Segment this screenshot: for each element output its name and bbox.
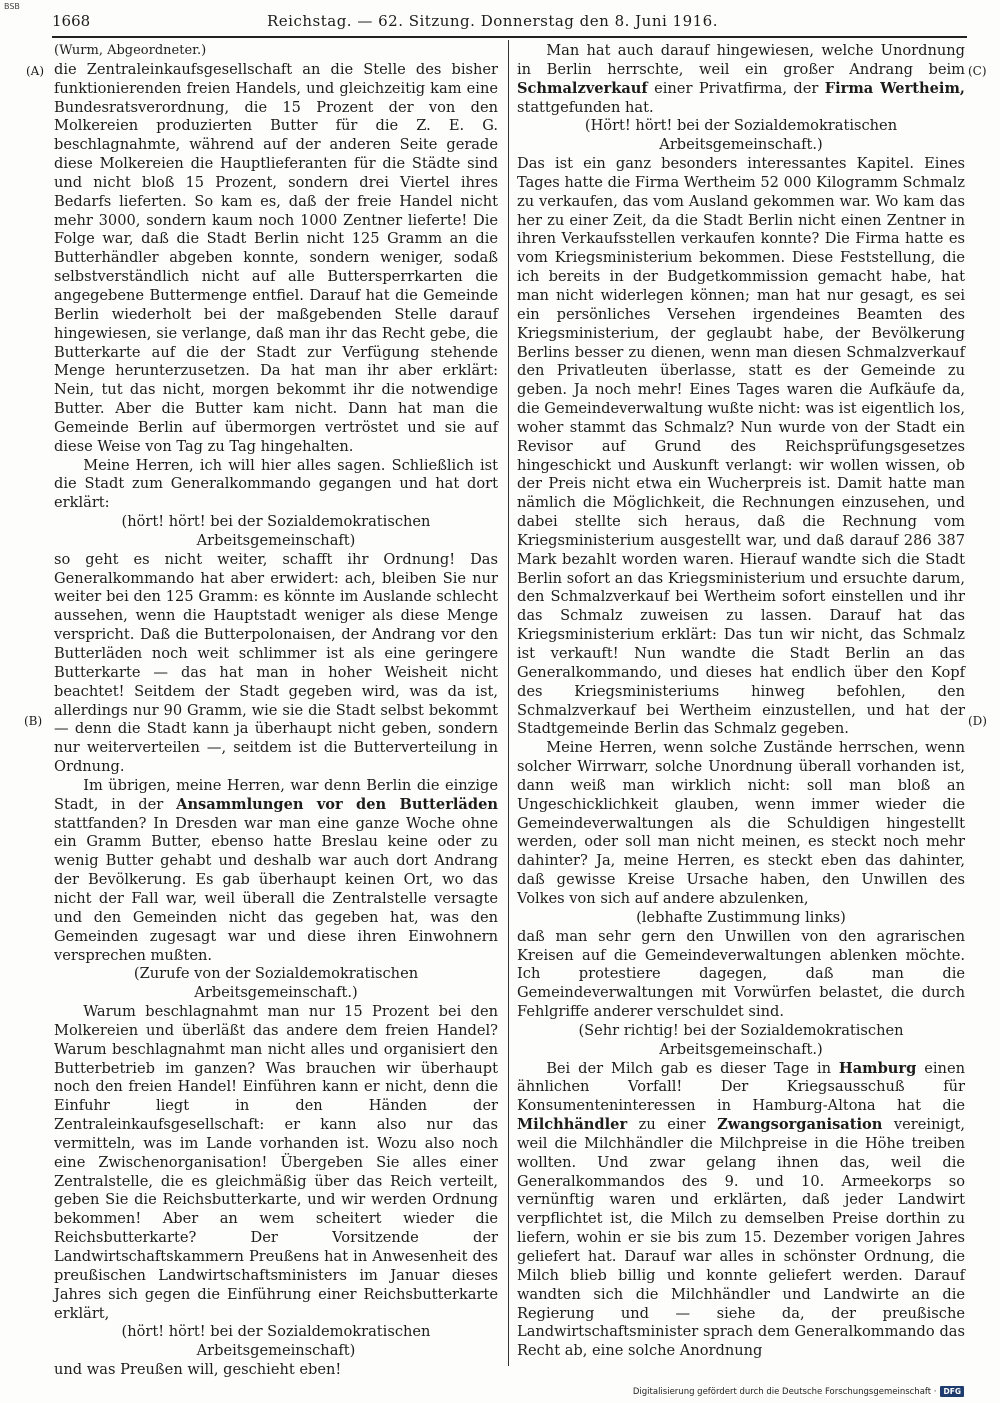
emphasis: Zwangsorganisation	[717, 1116, 883, 1134]
interjection: (Zurufe von der Sozialdemokratischen Arbeitsgemeinschaft.)	[133, 965, 419, 1002]
emphasis: Hamburg	[838, 1059, 917, 1077]
library-mark: BSB	[4, 2, 20, 11]
paragraph: Das ist ein ganz besonders interessantes Kapitel. Eines Tages hatte die Firma Wertheim 52 000 Kilogramm Schmalz zu verkaufen, das vom Ausland gekommen war. Wo kam das her zu einer Zeit, da die Stadt Berlin nicht einen Zentner in ihren Verkaufsstellen verkaufen konnte? Die Firma hatte es vom Kriegsministerium bekommen. Diese Feststellung, die ich bereits in der Budgetkommission gemacht habe, hat man nicht widerlegen können; man hat nur gesagt, es sei ein persönliches Versehen irgendeines Beamten des Kriegsministerium, der geglaubt habe, der Bevölkerung Berlins besser zu dienen, wenn man diesen Schmalzverkauf den Privatleuten überlasse, statt es der Gemeinde zu geben. Ja noch mehr! Eines Tages waren die Aufkäufe da, die Gemeindeverwaltung wußte nicht: was ist eigentlich los, woher stammt das Schmalz? Nun wurde von der Stadt ein Revisor auf Grund des Reichsprüfungsgesetzes hingeschickt und Auskunft verlangt: wir wollen wissen, ob der Preis nicht etwa ein Wucherpreis ist. Damit hatte man nämlich die Möglichkeit, die Rechnungen einzusehen, und dabei stellte sich heraus, daß die Rechnung vom Kriegsministerium ausgestellt war, und daß darauf 286 387 Mark bezahlt worden waren. Hierauf wandte sich die Stadt Berlin sofort an das Kriegsministerium und ersuchte darum, den Schmalzverkauf bei Wertheim sofort einstellen und ihr das Schmalz zuweisen zu lassen. Darauf hat das Kriegsministerium erklärt: Das tun wir nicht, das Schmalz ist verkauft! Nun wandte die Stadt Berlin an das Generalkommando, und dieses hat endlich über den Kopf des Kriegsministeriums hinweg befohlen, den Schmalzverkauf bei Wertheim einzustellen, und hat der Stadtgemeinde Berlin das Schmalz gegeben.	[517, 155, 965, 738]
column-divider	[508, 40, 509, 1366]
text: Bei der Milch gab es dieser Tage in	[546, 1059, 839, 1077]
page-header	[52, 12, 967, 36]
text: vereinigt, weil die Milchhändler die Milchpreise in die Höhe treiben wollten. Und zwar gelang ihnen das, weil die Generalkommandos des 9. und 10. Armeekorps so vernünftig waren und erklärten, daß jeder Landwirt verpflichtet ist, die Milch zu demselben Preise dorthin zu liefern, wohin er sie bis zum 15. Dezember vorigen Jahres geliefert hat. Darauf war alles in schönster Ordnung, die Milch blieb billig und konnte geliefert werden. Darauf wandten sich die Milchhändler und Landwirte an die Regierung und — siehe da, der preußische Landwirtschaftsminister sprach dem Generalkommando das Recht ab, eine solche Anordnung	[517, 1116, 965, 1360]
page-number: 1668	[52, 12, 91, 30]
interjection: (hört! hört! bei der Sozialdemokratischen Arbeitsgemeinschaft)	[121, 1323, 431, 1360]
funding-note: Digitalisierung gefördert durch die Deutsche Forschungsgemeinschaft ·	[632, 1386, 937, 1397]
interjection: (lebhafte Zustimmung links)	[636, 908, 846, 926]
paragraph: und was Preußen will, geschieht eben!	[54, 1361, 342, 1379]
margin-marker-c: (C)	[968, 64, 987, 78]
paragraph: Meine Herren, ich will hier alles sagen. Schließlich ist die Stadt zum Generalkommando gegangen und hat dort erklärt:	[54, 456, 498, 512]
interjection: (Sehr richtig! bei der Sozialdemokratischen Arbeitsgemeinschaft.)	[578, 1021, 904, 1058]
text: zu einer	[627, 1116, 718, 1134]
dfg-logo-icon: DFG	[940, 1386, 964, 1397]
paragraph	[517, 42, 965, 117]
text: einer Privatfirma, der	[647, 79, 825, 97]
paragraph: Meine Herren, wenn solche Zustände herrschen, wenn solcher Wirrwarr, solche Unordnung überall vorhanden ist, dann weiß man wirklich nicht: soll man bloß an Ungeschicklichkeit glauben, wenn immer wieder die Gemeindeverwaltungen als die Schuldigen hingestellt werden, oder soll man nicht meinen, es steckt noch mehr dahinter? Ja, meine Herren, es steckt eben das dahinter, daß gewisse Kreise Ursache haben, den Unwillen des Volkes von sich auf andere abzulenken,	[517, 739, 965, 907]
paragraph: daß man sehr gern den Unwillen von den agrarischen Kreisen auf die Gemeindeverwaltungen ablenken möchte. Ich protestiere dagegen, daß man die Gemeindeverwaltungen mit Vorwürfen belastet, die durch Fehlgriffe anderer verschuldet sind.	[517, 927, 965, 1021]
paragraph: so geht es nicht weiter, schafft ihr Ordnung! Das Generalkommando hat aber erwidert: ach, bleiben Sie nur weiter bei den 125 Gramm: es könnte im Auslande schlecht aussehen, wenn die Hauptstadt weniger als diese Menge verspricht. Daß die Butterpolonaisen, der Andrang vor den Butterläden noch weit schlimmer ist als eine geringere Butterkarte — das hat man in hoher Weisheit nicht beachtet! Seitdem der Stadt gegeben wird, was da ist, allerdings nur 90 Gramm, wie sie die Stadt selbst bekommt — denn die Stadt kann ja überhaupt nicht geben, sondern nur weiterverteilen —, seitdem ist die Butterverteilung in Ordnung.	[54, 550, 498, 776]
margin-marker-b: (B)	[24, 714, 43, 728]
emphasis: Ansammlungen vor den Butterläden	[176, 795, 498, 813]
header-rule	[52, 36, 967, 38]
paragraph	[54, 777, 498, 965]
text: stattfanden? In Dresden war man eine ganze Woche ohne ein Gramm Butter, ebenso hatte Breslau keine oder zu wenig Butter gehabt und deshalb war auch dort Andrang der Bevölkerung. Es gab überhaupt keinen Ort, wo das nicht der Fall war, weil überall die Zentralstelle versagte und den Gemeinden nicht das gegeben hat, was den Gemeinden zugesagt war und diese ihren Einwohnern versprechen mußten.	[54, 814, 498, 964]
speaker-label: (Wurm, Abgeordneter.)	[54, 43, 207, 58]
emphasis: Schmalzverkauf	[517, 79, 648, 97]
text: Man hat auch darauf hingewiesen, welche Unordnung in Berlin herrschte, weil ein großer Andrang beim	[517, 42, 965, 78]
paragraph: Warum beschlagnahmt man nur 15 Prozent bei den Molkereien und überläßt das andere dem freien Handel? Warum beschlagnahmt man nicht alles und organisiert den Butterbetrieb im ganzen? Was brauchen wir überhaupt noch den freien Handel! Einführen kann er nicht, denn die Einfuhr liegt in den Händen der Zentraleinkaufsgesellschaft: er kann also nur das vermitteln, was im Lande vorhanden ist. Wozu also noch eine Zwischenorganisation! Übergeben Sie alles einer Zentralstelle, die es gleichmäßig über das Reich verteilt, geben Sie die Reichsbutterkarte, und wir werden Ordnung bekommen! Aber an wem scheitert wieder die Reichsbutterkarte? Der Vorsitzende der Landwirtschaftskammern Preußens hat in Anwesenheit des preußischen Landwirtschaftsministers im Januar dieses Jahres sich gegen die Einführung einer Reichsbutterkarte erklärt,	[54, 1003, 498, 1322]
text: einen ähnlichen Vorfall! Der Kriegsausschuß für Konsumenteninteressen in Hamburg-Altona hat die	[517, 1059, 965, 1115]
running-title: Reichstag. — 62. Sitzung. Donnerstag den 8. Juni 1916.	[267, 12, 718, 30]
interjection: (Hört! hört! bei der Sozialdemokratischen Arbeitsgemeinschaft.)	[584, 117, 898, 154]
emphasis: Milchhändler	[517, 1116, 628, 1134]
text: Im übrigen, meine Herren, war denn Berlin die einzige Stadt, in der	[54, 776, 498, 813]
interjection: (hört! hört! bei der Sozialdemokratischen Arbeitsgemeinschaft)	[121, 513, 431, 549]
margin-marker-a: (A)	[26, 64, 45, 78]
margin-marker-d: (D)	[968, 714, 987, 728]
left-column	[54, 42, 498, 1380]
right-column	[517, 42, 965, 1361]
text: stattgefunden hat.	[517, 98, 654, 116]
footer	[633, 1386, 964, 1397]
emphasis: Firma Wertheim,	[824, 79, 965, 97]
paragraph: die Zentraleinkaufsgesellschaft an die Stelle des bisher funktionierenden freien Handels, und gleichzeitig kam eine Bundesratsverordnung, die 15 Prozent der von den Molkereien produzierten Butter für die Z. E. G. beschlagnahmte, während auf der anderen Seite gerade diese Molkereien die Hauptlieferanten für die Städte sind und nicht bloß 15 Prozent, sondern drei Viertel ihres Bedarfs lieferten. So kam es, daß der freie Handel nicht mehr 3000, sondern kaum noch 1000 Zentner lieferte! Die Folge war, daß die Stadt Berlin nicht 125 Gramm an die Butterhändler abgeben konnte, sondern weniger, sodaß selbstverständlich nicht auf alle Buttersperrkarten die angegebene Buttermenge entfiel. Darauf hat die Gemeinde Berlin wiederholt bei der maßgebenden Stelle darauf hingewiesen, sie verlange, daß man ihr das Recht gebe, die Butterkarte auf die der Stadt zur Verfügung stehende Menge herunterzusetzen. Da hat man ihr aber erklärt: Nein, tut das nicht, morgen bekommt ihr die notwendige Butter. Aber die Butter kam nicht. Dann hat man die Gemeinde Berlin auf übermorgen vertröstet und sie auf diese Weise von Tag zu Tag hingehalten.	[54, 60, 498, 455]
paragraph	[517, 1060, 965, 1362]
